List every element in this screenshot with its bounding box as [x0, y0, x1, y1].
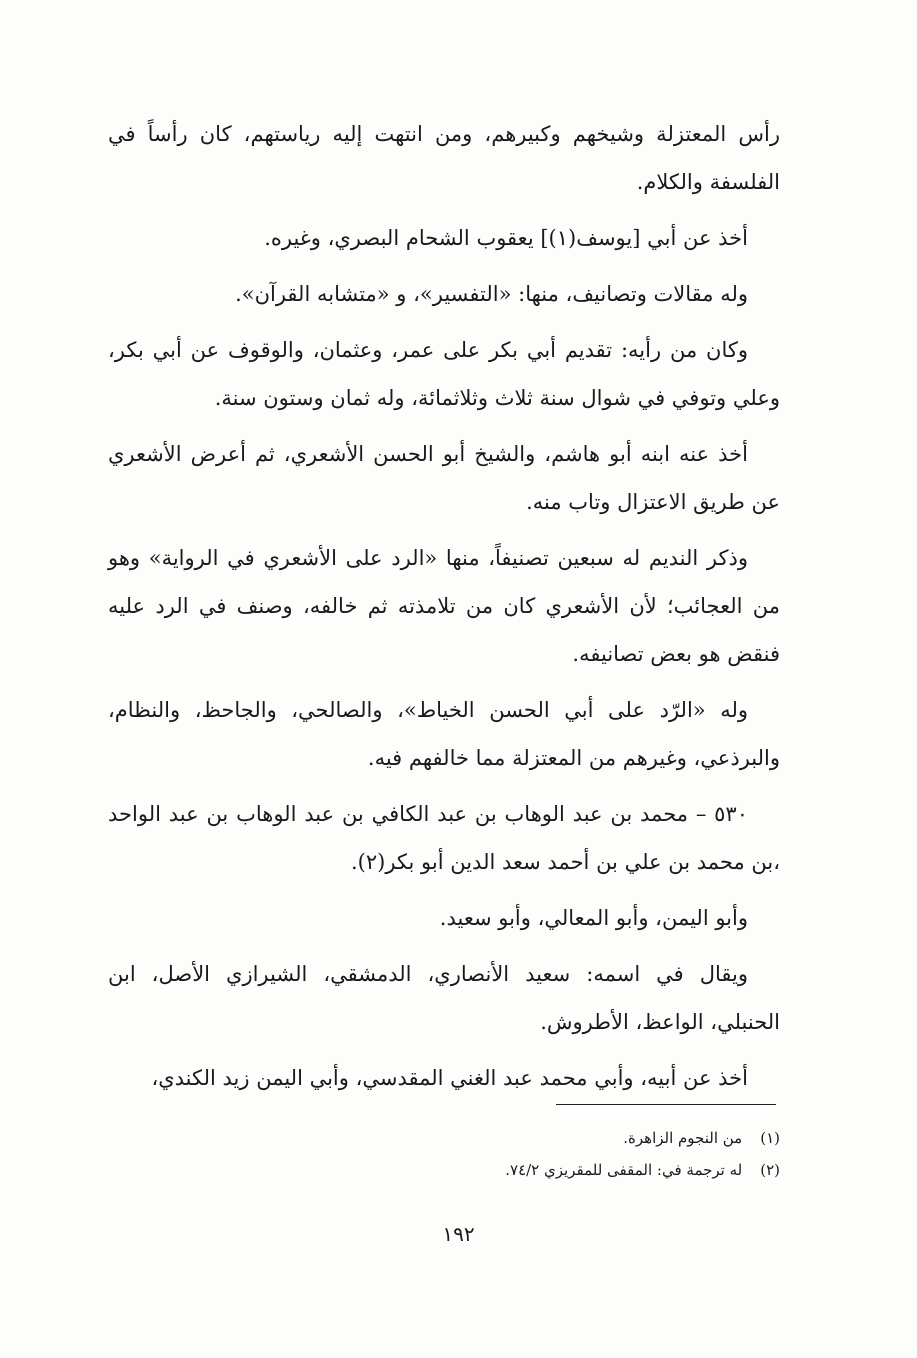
- page-number: ١٩٢: [442, 1222, 475, 1246]
- footnote-2-number: (٢): [760, 1161, 780, 1179]
- footnote-2: [400, 1154, 780, 1186]
- footnote-divider: [556, 1104, 776, 1105]
- paragraph-2: أخذ عن أبي [يوسف(١)] يعقوب الشحام البصري، وغيره.: [264, 226, 748, 250]
- footnote-1-text: من النجوم الزاهرة.: [623, 1129, 743, 1147]
- footnote-2-text: له ترجمة في: المقفى للمقريزي ٧٤/٢.: [505, 1161, 743, 1179]
- paragraph-9: وأبو اليمن، وأبو المعالي، وأبو سعيد.: [439, 906, 748, 930]
- footnote-1-number: (١): [760, 1129, 780, 1147]
- main-text: [108, 110, 780, 1110]
- paragraph-8-entry-530: ٥٣٠ – محمد بن عبد الوهاب بن عبد الكافي بن عبد الوهاب بن عبد الواحد ،بن محمد بن علي بن أحمد سعد الدين أبو بكر(٢).: [108, 802, 780, 874]
- paragraph-4: وكان من رأيه: تقديم أبي بكر على عمر، وعثمان، والوقوف عن أبي بكر، وعلي وتوفي في شوال سنة ثلاث وثلاثمائة، وله ثمان وستون سنة.: [108, 338, 780, 410]
- paragraph-10: ويقال في اسمه: سعيد الأنصاري، الدمشقي، الشيرازي الأصل، ابن الحنبلي، الواعظ، الأطروش.: [108, 962, 780, 1034]
- paragraph-1: رأس المعتزلة وشيخهم وكبيرهم، ومن انتهت إليه رياستهم، كان رأساً في الفلسفة والكلام.: [108, 122, 780, 194]
- paragraph-5: أخذ عنه ابنه أبو هاشم، والشيخ أبو الحسن الأشعري، ثم أعرض الأشعري عن طريق الاعتزال وتاب منه.: [108, 442, 780, 514]
- paragraph-3: وله مقالات وتصانيف، منها: «التفسير»، و «متشابه القرآن».: [235, 282, 748, 306]
- paragraph-7: وله «الرّد على أبي الحسن الخياط»، والصالحي، والجاحظ، والنظام، والبرذعي، وغيرهم من المعتزلة مما خالفهم فيه.: [108, 698, 780, 770]
- footnote-1: [400, 1122, 780, 1154]
- footnotes: [400, 1122, 780, 1186]
- paragraph-11: أخذ عن أبيه، وأبي محمد عبد الغني المقدسي، وأبي اليمن زيد الكندي،: [151, 1066, 748, 1090]
- paragraph-6: وذكر النديم له سبعين تصنيفاً، منها «الرد على الأشعري في الرواية» وهو من العجائب؛ لأن الأشعري كان من تلامذته ثم خالفه، وصنف في الرد عليه فنقض هو بعض تصانيفه.: [108, 546, 780, 666]
